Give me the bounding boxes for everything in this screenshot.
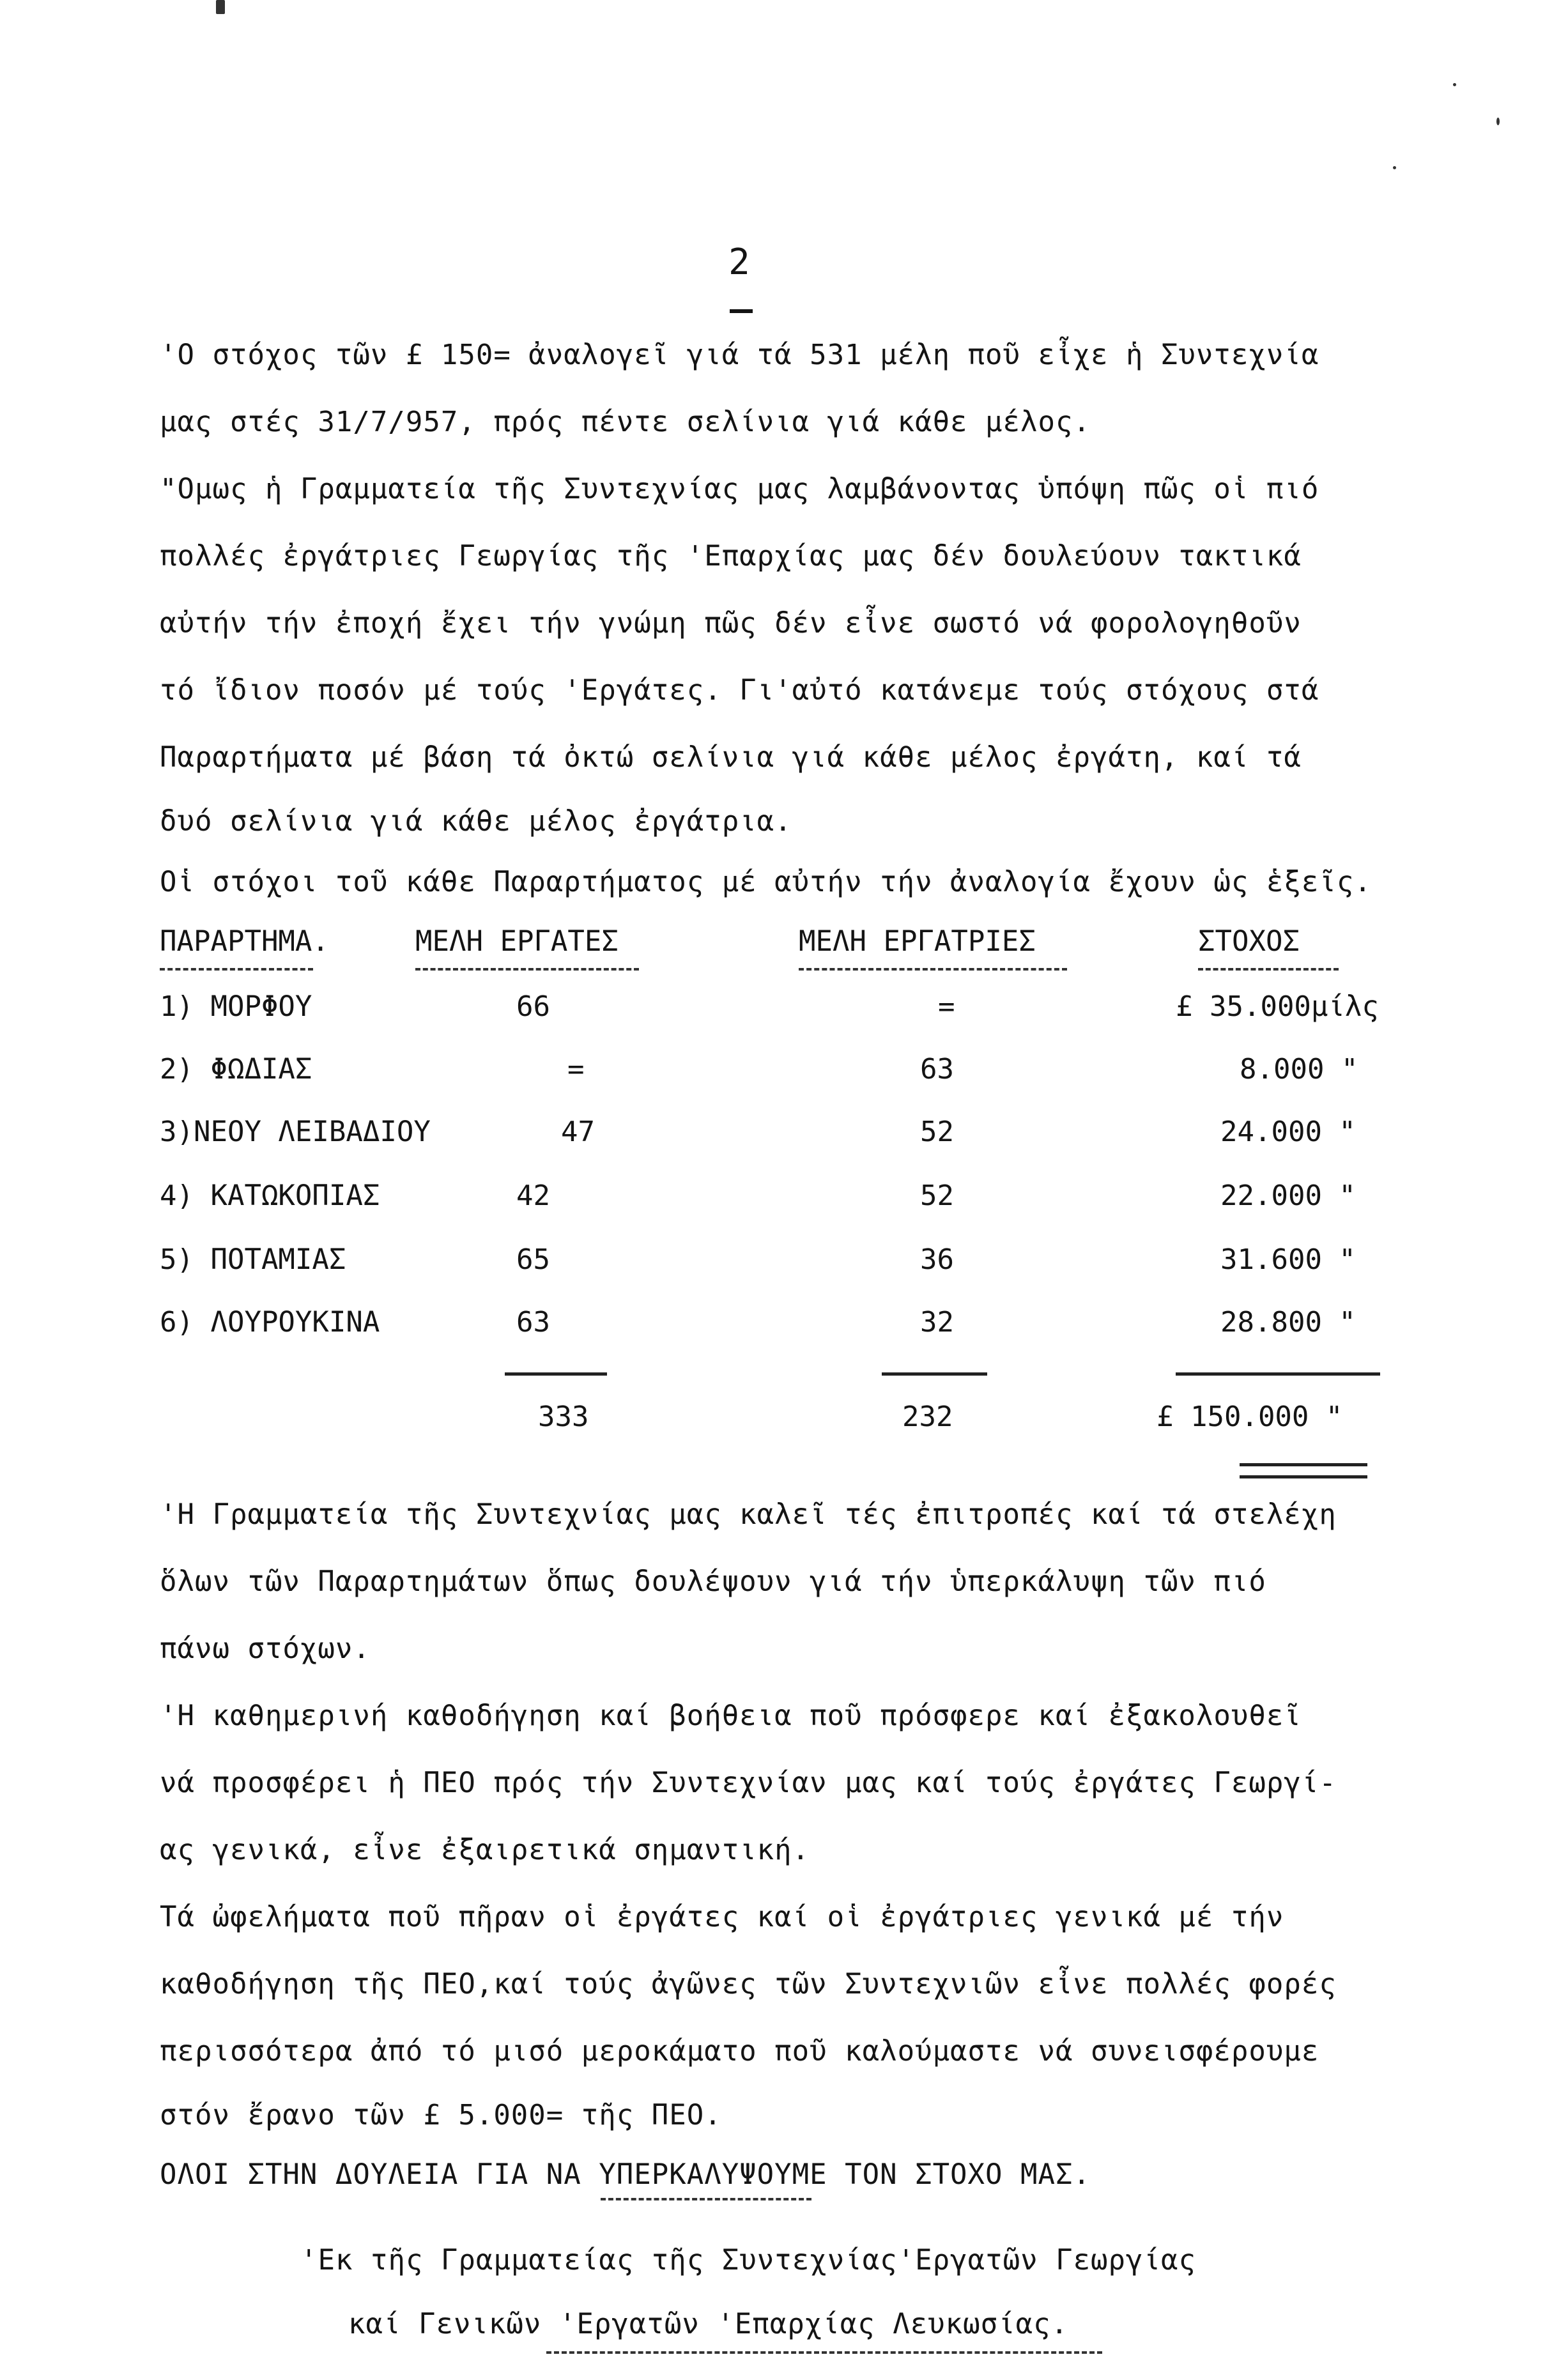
- signature-line: καί Γενικῶν 'Εργατῶν 'Επαρχίας Λευκωσίας.: [348, 2308, 1069, 2340]
- table-cell-branch: 3)ΝΕΟΥ ΛΕΙΒΑΔΙΟΥ: [160, 1116, 431, 1148]
- scan-speck: [1453, 83, 1456, 86]
- page-number: 2: [728, 242, 750, 283]
- sum-line-target: [1176, 1372, 1380, 1376]
- paragraph-line: Παραρτήματα μέ βάση τά ὀκτώ σελίνια γιά κάθε μέλος ἐργάτη, καί τά: [160, 741, 1302, 774]
- table-total-target: £ 150.000 ": [1157, 1401, 1343, 1433]
- table-cell-workers: 42: [516, 1179, 550, 1212]
- table-header-target: ΣΤΟΧΟΣ: [1198, 925, 1300, 958]
- slogan-underline: [601, 2198, 811, 2200]
- paragraph-line: στόν ἔρανο τῶν £ 5.000= τῆς ΠΕΟ.: [160, 2099, 722, 2131]
- table-cell-workers: 65: [516, 1243, 550, 1276]
- table-cell-branch: 2) ΦΩΔΙΑΣ: [160, 1053, 312, 1086]
- header-underline: [1198, 968, 1339, 971]
- paragraph-line: ας γενικά, εἶνε ἐξαιρετικά σημαντική.: [160, 1834, 810, 1866]
- header-underline: [415, 968, 639, 971]
- paragraph-line: "Ομως ἡ Γραμματεία τῆς Συντεχνίας μας λαμβάνοντας ὑπόψη πῶς οἱ πιό: [160, 473, 1319, 505]
- table-cell-workers: 66: [516, 990, 550, 1023]
- table-cell-branch: 1) ΜΟΡΦΟΥ: [160, 990, 312, 1023]
- table-cell-female-workers: 63: [920, 1053, 954, 1086]
- table-cell-target: 24.000 ": [1220, 1116, 1356, 1148]
- paragraph-line: Οἱ στόχοι τοῦ κάθε Παραρτήματος μέ αὐτήν τήν ἀναλογία ἔχουν ὡς ἑξεῖς.: [160, 866, 1372, 898]
- paragraph-line: πολλές ἐργάτριες Γεωργίας τῆς 'Επαρχίας μας δέν δουλεύουν τακτικά: [160, 540, 1302, 572]
- table-header-branch: ΠΑΡΑΡΤΗΜΑ.: [160, 925, 329, 958]
- paragraph-line: νά προσφέρει ἡ ΠΕΟ πρός τήν Συντεχνίαν μας καί τούς ἐργάτες Γεωργί-: [160, 1767, 1337, 1799]
- paragraph-line: 'Η Γραμματεία τῆς Συντεχνίας μας καλεῖ τές ἐπιτροπές καί τά στελέχη: [160, 1498, 1337, 1531]
- table-cell-branch: 4) ΚΑΤΩΚΟΠΙΑΣ: [160, 1179, 380, 1212]
- table-cell-female-workers: 52: [920, 1179, 954, 1212]
- paragraph-line: αὐτήν τήν ἐποχή ἔχει τήν γνώμη πῶς δέν εἶνε σωστό νά φορολογηθοῦν: [160, 607, 1302, 640]
- paragraph-line: τό ἴδιον ποσόν μέ τούς 'Εργάτες. Γι'αὐτό κατάνεμε τούς στόχους στά: [160, 674, 1319, 707]
- table-total-female-workers: 232: [902, 1401, 953, 1433]
- table-cell-female-workers: 52: [920, 1116, 954, 1148]
- table-cell-female-workers: 32: [920, 1306, 954, 1339]
- table-cell-branch: 6) ΛΟΥΡΟΥΚΙΝΑ: [160, 1306, 380, 1339]
- sum-line-workers: [505, 1372, 607, 1376]
- paragraph-line: περισσότερα ἀπό τό μισό μεροκάματο ποῦ καλούμαστε νά συνεισφέρουμε: [160, 2035, 1319, 2068]
- table-cell-target: 28.800 ": [1220, 1306, 1356, 1339]
- scan-speck: [1496, 118, 1500, 125]
- table-cell-female-workers: =: [938, 990, 955, 1023]
- paragraph-line: πάνω στόχων.: [160, 1632, 371, 1665]
- paragraph-line: δυό σελίνια γιά κάθε μέλος ἐργάτρια.: [160, 805, 792, 838]
- paragraph-line: 'Ο στόχος τῶν £ 150= ἀναλογεῖ γιά τά 531 μέλη ποῦ εἶχε ἡ Συντεχνία: [160, 339, 1319, 371]
- table-total-workers: 333: [538, 1401, 589, 1433]
- slogan: ΟΛΟΙ ΣΤΗΝ ΔΟΥΛΕΙΑ ΓΙΑ ΝΑ ΥΠΕΡΚΑΛΥΨΟΥΜΕ ΤΟΝ ΣΤΟΧΟ ΜΑΣ.: [160, 2158, 1091, 2191]
- header-underline: [160, 968, 313, 971]
- total-double-underline: [1240, 1463, 1367, 1478]
- signature-line: 'Εκ τῆς Γραμματείας τῆς Συντεχνίας'Εργατῶν Γεωργίας: [300, 2244, 1197, 2276]
- table-cell-workers: 47: [561, 1116, 595, 1148]
- table-cell-branch: 5) ΠΟΤΑΜΙΑΣ: [160, 1243, 346, 1276]
- signature-underline: [546, 2351, 1102, 2354]
- header-underline: [799, 968, 1067, 971]
- table-cell-target: £ 35.000μίλς: [1176, 990, 1379, 1023]
- scan-mark: [216, 0, 225, 14]
- table-cell-target: 8.000 ": [1240, 1053, 1358, 1086]
- table-cell-female-workers: 36: [920, 1243, 954, 1276]
- paragraph-line: Τά ὠφελήματα ποῦ πῆραν οἱ ἐργάτες καί οἱ ἐργάτριες γενικά μέ τήν: [160, 1901, 1284, 1933]
- table-header-workers: ΜΕΛΗ ΕΡΓΑΤΕΣ: [415, 925, 619, 958]
- page-number-dash: [730, 309, 753, 313]
- paragraph-line: μας στές 31/7/957, πρός πέντε σελίνια γιά κάθε μέλος.: [160, 406, 1091, 438]
- table-cell-workers: 63: [516, 1306, 550, 1339]
- paragraph-line: καθοδήγηση τῆς ΠΕΟ,καί τούς ἀγῶνες τῶν Συντεχνιῶν εἶνε πολλές φορές: [160, 1968, 1337, 2000]
- table-cell-target: 31.600 ": [1220, 1243, 1356, 1276]
- table-cell-target: 22.000 ": [1220, 1179, 1356, 1212]
- table-cell-workers: =: [567, 1053, 585, 1086]
- table-header-female-workers: ΜΕΛΗ ΕΡΓΑΤΡΙΕΣ: [799, 925, 1036, 958]
- sum-line-female-workers: [882, 1372, 987, 1376]
- paragraph-line: ὅλων τῶν Παραρτημάτων ὅπως δουλέψουν γιά τήν ὑπερκάλυψη τῶν πιό: [160, 1565, 1266, 1598]
- scan-speck: [1393, 166, 1396, 169]
- paragraph-line: 'Η καθημερινή καθοδήγηση καί βοήθεια ποῦ πρόσφερε καί ἐξακολουθεῖ: [160, 1700, 1302, 1732]
